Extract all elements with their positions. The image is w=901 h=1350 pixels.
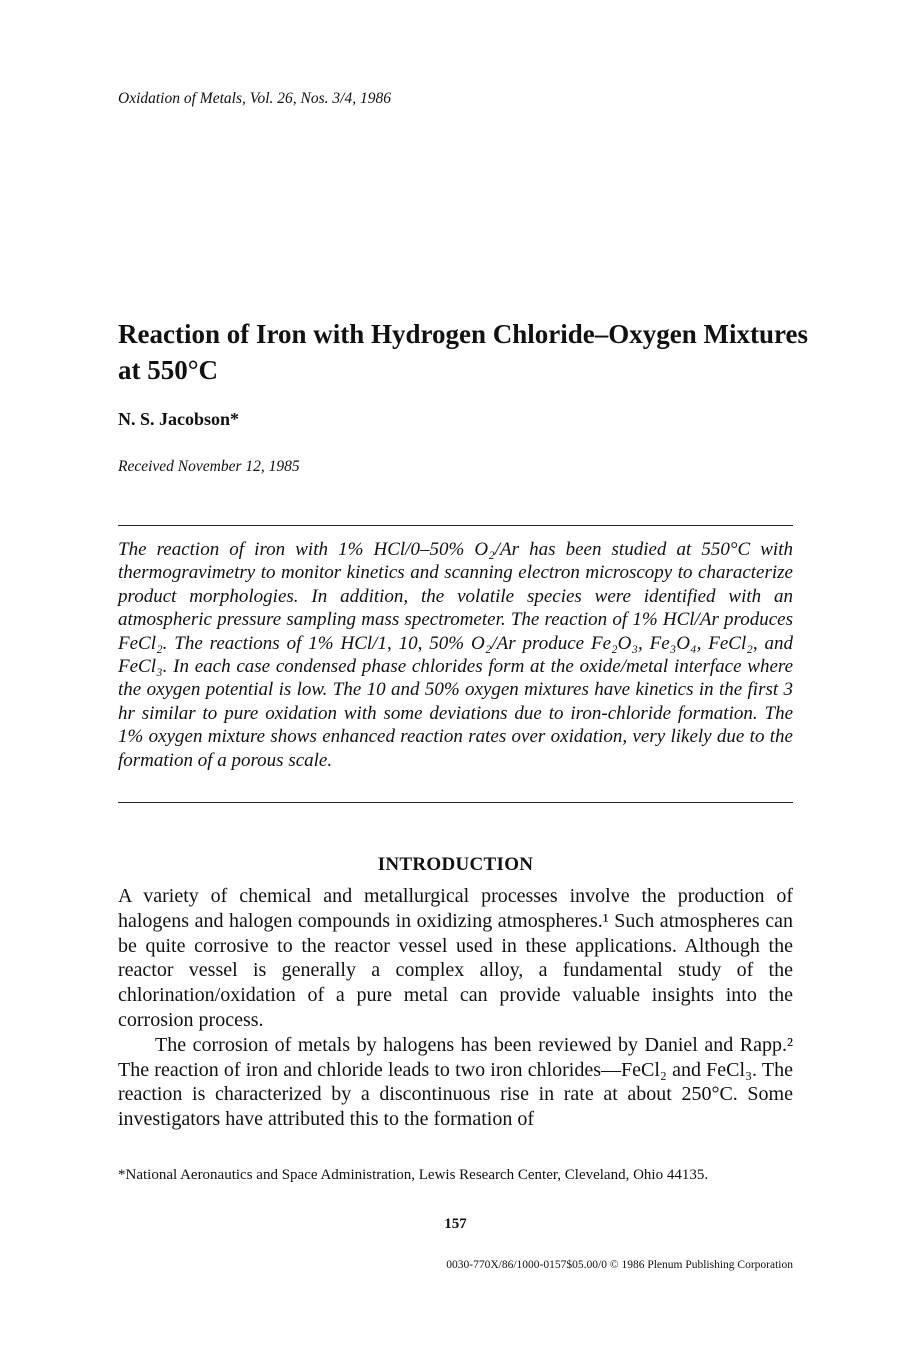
paragraph: A variety of chemical and metallurgical processes involve the production of halogens and halogen compounds in oxidizing atmospheres.¹ Such atmospheres can be quite corrosive to the reactor vessel used in these applications. Although the reactor vessel is generally a complex alloy, a fundamental study of the chlorination/oxidation of a pure metal can provide valuable insights into the corrosion process. bbox=[118, 885, 793, 1031]
abstract: The reaction of iron with 1% HCl/0–50% O₂/Ar has been studied at 550°C with thermogravimetry to monitor kinetics and scanning electron microscopy to characterize product morphologies. In addition, the volatile species were identified with an atmospheric pressure sampling mass spectrometer. The reaction of 1% HCl/Ar produces FeCl₂. The reactions of 1% HCl/1, 10, 50% O₂/Ar produce Fe₂O₃, Fe₃O₄, FeCl₂, and FeCl₃. In each case condensed phase chlorides form at the oxide/metal interface where the oxygen potential is low. The 10 and 50% oxygen mixtures have kinetics in the first 3 hr similar to pure oxidation with some deviations due to iron-chloride formation. The 1% oxygen mixture shows enhanced reaction rates over oxidation, very likely due to the formation of a porous scale. bbox=[118, 539, 793, 771]
publisher-imprint: 0030-770X/86/1000-0157$05.00/0 © 1986 Plenum Publishing Corporation bbox=[446, 1259, 793, 1271]
abstract-bottom-rule bbox=[118, 802, 793, 803]
section-heading: INTRODUCTION bbox=[377, 854, 534, 875]
journal-citation: Oxidation of Metals, Vol. 26, Nos. 3/4, 1986 bbox=[118, 90, 391, 107]
paper-title: Reaction of Iron with Hydrogen Chloride–Oxygen Mixtures at 550°C bbox=[118, 319, 808, 385]
footnote: *National Aeronautics and Space Administration, Lewis Research Center, Cleveland, Ohio 44135. bbox=[118, 1167, 709, 1183]
paragraph: The corrosion of metals by halogens has been reviewed by Daniel and Rapp.² The reaction of iron and chloride leads to two iron chlorides—FeCl₂ and FeCl₃. The reaction is characterized by a discontinuous rise in rate at about 250°C. Some investigators have attributed this to the formation of bbox=[118, 1033, 793, 1131]
body-text bbox=[118, 884, 793, 1132]
page-number: 157 bbox=[444, 1216, 467, 1232]
received-date: Received November 12, 1985 bbox=[118, 458, 300, 475]
abstract-top-rule bbox=[118, 525, 793, 526]
author-name: N. S. Jacobson* bbox=[118, 409, 240, 429]
